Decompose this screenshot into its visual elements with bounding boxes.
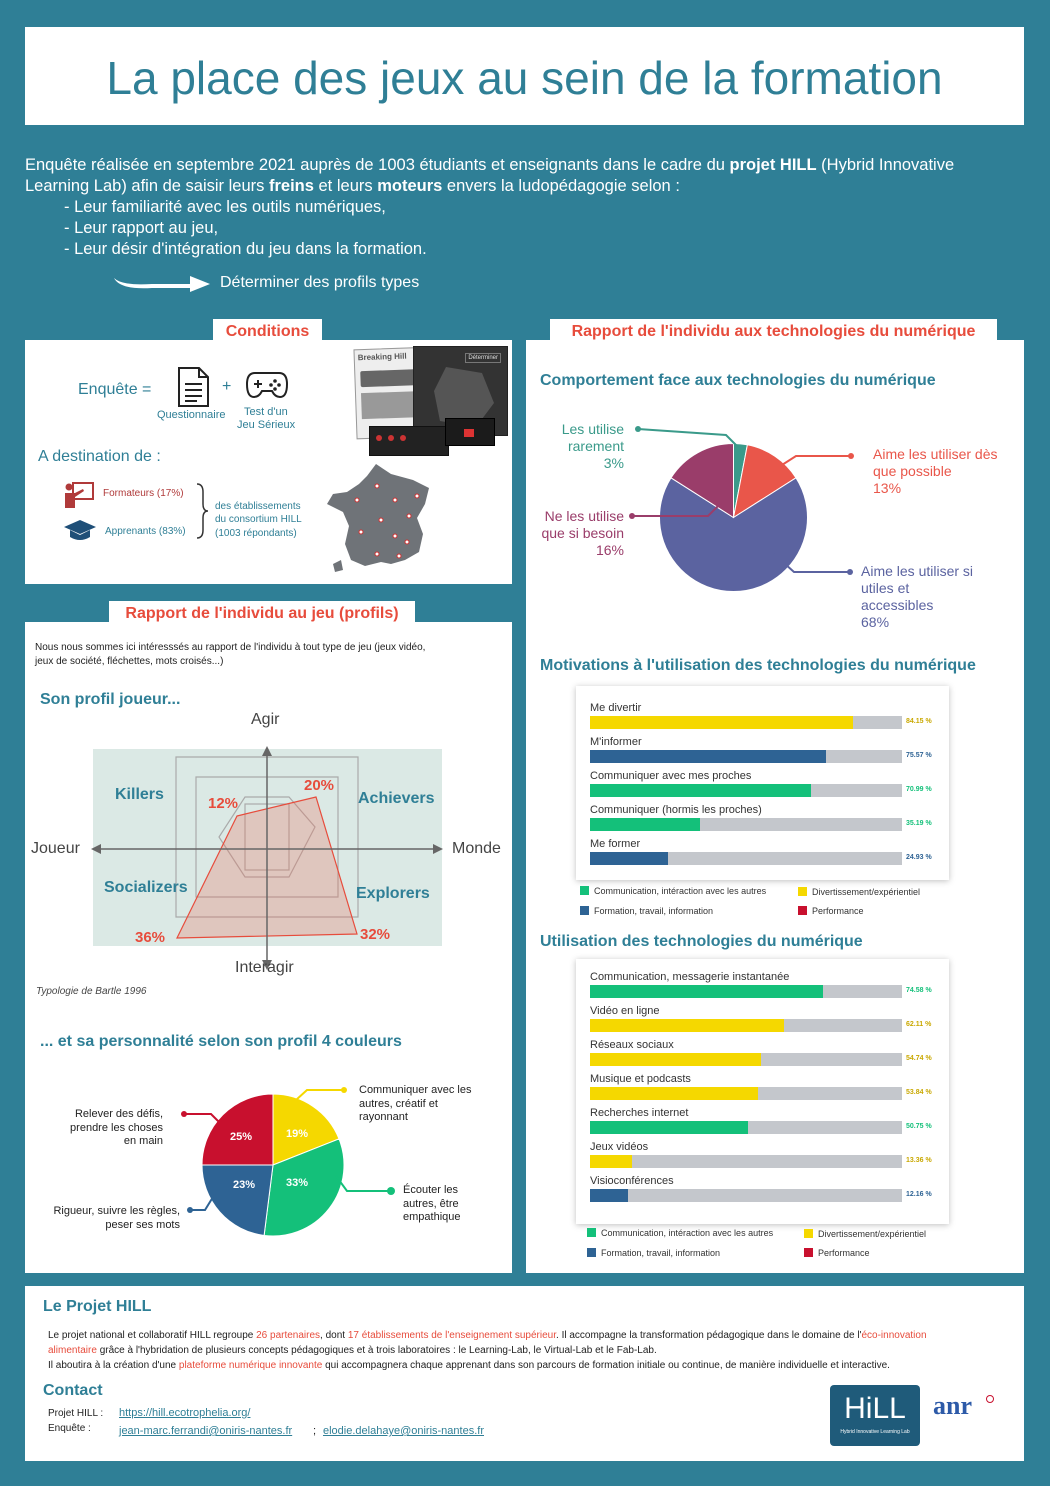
pie4-label-line: Communiquer avec les [359, 1084, 472, 1096]
legend-label: Divertissement/expérientiel [818, 1229, 927, 1239]
couleurs-title: ... et sa personnalité selon son profil 4 couleurs [40, 1033, 402, 1050]
bar-category-label: Vidéo en ligne [590, 1005, 660, 1017]
motivations-title: Motivations à l'utilisation des technologies du numérique [540, 657, 976, 674]
bar-value-label: 75.57 % [906, 752, 932, 759]
legend-label: Communication, intéraction avec les autres [601, 1228, 774, 1238]
legend-label: Formation, travail, information [594, 906, 714, 916]
bar-row [590, 736, 950, 770]
etab-line-3: (1003 répondants) [215, 528, 297, 539]
bar-value-label: 70.99 % [906, 786, 932, 793]
bar-track [590, 1053, 902, 1066]
pie-label-line: utiles et [861, 580, 910, 596]
motivations-bar-chart [576, 686, 949, 880]
legend-swatch-red [804, 1248, 813, 1257]
pie-label-line: rarement [567, 438, 624, 454]
intro-bold-freins: freins [268, 177, 314, 195]
pct-socializers: 36% [135, 929, 166, 946]
projet-text: grâce à l'hybridation de plusieurs concepts pédagogiques et à trois laboratoires : le Learning-Lab, le Virtual-Lab et le Fab-Lab. [96, 1345, 657, 1356]
legend-label: Communication, intéraction avec les autres [594, 886, 767, 896]
axis-joueur: Joueur [31, 840, 80, 857]
bar-fill [590, 1189, 628, 1202]
pie4-label-line: Rigueur, suivre les règles, [53, 1205, 180, 1217]
email-link-ferrandi[interactable]: jean-marc.ferrandi@oniris-nantes.fr [119, 1425, 293, 1437]
contact-title: Contact [43, 1382, 103, 1399]
projet-highlight: alimentaire [48, 1345, 97, 1356]
legend-label: Performance [812, 906, 864, 916]
france-map [321, 460, 446, 582]
pie-label-pct: 3% [603, 455, 624, 471]
bar-row [590, 770, 950, 804]
plus-sign: + [222, 378, 232, 395]
projet-text: Il aboutira à la création d'une [48, 1360, 179, 1371]
pie-label-line: Aime les utiliser dès [873, 446, 998, 462]
bar-row [590, 1175, 950, 1209]
legend-red [798, 906, 864, 916]
projet-url-label: Projet HILL : [48, 1408, 104, 1419]
pct-yellow: 19% [286, 1128, 309, 1140]
bar-track [590, 716, 902, 729]
pie4-label-line: Relever des défis, [74, 1108, 163, 1120]
numerique-tab: Rapport de l'individu aux technologies du numérique [550, 319, 997, 345]
intro-line-2a: Learning Lab) afin de saisir leurs [25, 177, 269, 195]
legend-swatch-green [587, 1228, 596, 1237]
pie-label-line: que possible [873, 463, 952, 479]
intro-line-1: Enquête réalisée en septembre 2021 auprès de 1003 étudiants et enseignants dans le cadre du [25, 156, 730, 174]
legend-swatch-yellow [804, 1229, 813, 1238]
bar-track [590, 1019, 902, 1032]
legend-green [580, 886, 766, 896]
legend-label: Performance [818, 1248, 870, 1258]
legend-yellow [804, 1229, 926, 1239]
pie4-label-line: rayonnant [359, 1111, 408, 1123]
bar-row [590, 804, 950, 838]
pie-label-rarement [540, 421, 624, 472]
bar-category-label: Visioconférences [590, 1175, 674, 1187]
bar-row [590, 971, 950, 1005]
bar-category-label: Communiquer (hormis les proches) [590, 804, 762, 816]
destination-label: A destination de : [38, 448, 161, 465]
bar-row [590, 1141, 950, 1175]
bar-category-label: Réseaux sociaux [590, 1039, 674, 1051]
curved-arrow-icon [112, 270, 212, 296]
legend-red [804, 1248, 870, 1258]
intro-bullet: - Leur rapport au jeu, [64, 219, 219, 237]
bar-fill [590, 1087, 758, 1100]
bar-category-label: M'informer [590, 736, 642, 748]
bar-value-label: 53.84 % [906, 1089, 932, 1096]
game-menu: Déterminer [465, 353, 501, 363]
axis-agir: Agir [251, 711, 280, 728]
brace-icon [195, 482, 209, 540]
document-icon [175, 366, 211, 408]
bar-track [590, 852, 902, 865]
pct-achievers: 20% [304, 777, 335, 794]
anr-logo: anr [933, 1391, 972, 1420]
bar-fill [590, 1019, 784, 1032]
label-ecouter [403, 1184, 461, 1225]
bartle-source: Typologie de Bartle 1996 [36, 986, 147, 997]
bar-fill [590, 750, 826, 763]
formateurs-label: Formateurs (17%) [103, 488, 184, 499]
bar-track [590, 1087, 902, 1100]
pct-blue: 23% [233, 1179, 256, 1191]
pie-label-line: que si besoin [541, 525, 624, 541]
bar-category-label: Communication, messagerie instantanée [590, 971, 790, 983]
etab-line-2: du consortium HILL [215, 514, 302, 525]
conditions-panel [25, 340, 512, 584]
bar-track [590, 985, 902, 998]
label-communiquer [359, 1084, 472, 1125]
legend-swatch-blue [587, 1248, 596, 1257]
game-screenshot-4 [445, 418, 495, 446]
bar-value-label: 24.93 % [906, 854, 932, 861]
projet-highlight: éco-innovation [861, 1330, 927, 1341]
projet-description [48, 1328, 1018, 1373]
bar-category-label: Communiquer avec mes proches [590, 770, 752, 782]
bar-track [590, 1189, 902, 1202]
utilisation-title: Utilisation des technologies du numérique [540, 933, 863, 950]
bar-value-label: 54.74 % [906, 1055, 932, 1062]
bar-track [590, 818, 902, 831]
bar-fill [590, 1053, 761, 1066]
intro-line-2b: et leurs [313, 177, 378, 195]
utilisation-bar-chart [576, 959, 949, 1224]
gamepad-icon [245, 370, 289, 400]
arrow-text: Déterminer des profils types [220, 274, 420, 291]
bar-fill [590, 852, 668, 865]
intro-text [25, 155, 1035, 260]
bar-category-label: Me divertir [590, 702, 642, 714]
projet-text: qui accompagnera chaque apprenant dans son parcours de formation initiale ou continue, de manière individuelle et interactive. [322, 1360, 890, 1371]
pct-killers: 12% [208, 795, 239, 812]
pie-label-pct: 13% [873, 480, 902, 496]
bar-fill [590, 818, 700, 831]
pct-red: 25% [230, 1131, 253, 1143]
projet-highlight: plateforme numérique innovante [178, 1360, 323, 1371]
axis-monde: Monde [452, 840, 501, 857]
game-title: Breaking Hill [357, 351, 407, 363]
pie-label-line: accessibles [861, 597, 934, 613]
bar-row [590, 1107, 950, 1141]
game-screenshot-3 [369, 426, 449, 456]
projet-text: . Il accompagne la transformation pédagogique dans le domaine de l' [556, 1330, 862, 1341]
test-label-1: Test d'un [244, 406, 288, 418]
legend-label: Divertissement/expérientiel [812, 887, 921, 897]
bar-track [590, 1121, 902, 1134]
bartle-radar-chart [25, 702, 512, 972]
pie-label-si-besoin [536, 508, 624, 559]
intro-bold-moteurs: moteurs [377, 177, 443, 195]
bar-category-label: Jeux vidéos [590, 1141, 649, 1153]
projet-panel [25, 1286, 1024, 1461]
numerique-panel [526, 340, 1024, 1273]
pie-label-des-que-possible [873, 446, 998, 497]
pie4-label-line: en main [123, 1135, 163, 1147]
bar-value-label: 35.19 % [906, 820, 932, 827]
projet-highlight: 26 partenaires [256, 1330, 321, 1341]
bar-fill [590, 784, 811, 797]
label-explorers: Explorers [356, 885, 430, 902]
bar-row [590, 702, 950, 736]
intro-bullet: - Leur familiarité avec les outils numériques, [64, 198, 386, 216]
pie-label-pct: 16% [595, 542, 624, 558]
bar-row [590, 1005, 950, 1039]
projet-highlight: 17 établissements de l'enseignement supérieur [347, 1330, 557, 1341]
bar-track [590, 784, 902, 797]
legend-yellow [798, 887, 920, 897]
intro-line-2c: envers la ludopédagogie selon : [442, 177, 680, 195]
legend-green [587, 1228, 773, 1238]
bar-fill [590, 1155, 632, 1168]
pie-label-line: Aime les utiliser si [861, 563, 974, 579]
label-rigueur [35, 1205, 180, 1232]
intro-bold-hill: projet HILL [729, 156, 817, 174]
pie-section-title: Comportement face aux technologies du numérique [540, 372, 936, 389]
bar-value-label: 50.75 % [906, 1123, 932, 1130]
bar-row [590, 1039, 950, 1073]
legend-swatch-green [580, 886, 589, 895]
jeu-tab: Rapport de l'individu au jeu (profils) [109, 601, 415, 627]
label-defis [45, 1108, 163, 1149]
label-achievers: Achievers [358, 790, 435, 807]
pie4-label-line: empathique [403, 1211, 461, 1223]
enquete-contact-label: Enquête : [48, 1423, 91, 1434]
bar-track [590, 750, 902, 763]
legend-label: Formation, travail, information [601, 1248, 721, 1258]
projet-title: Le Projet HILL [43, 1298, 152, 1315]
bar-row [590, 1073, 950, 1107]
pie4-label-line: autres, être [403, 1197, 459, 1210]
projet-text: Le projet national et collaboratif HILL regroupe [48, 1330, 257, 1341]
enquete-label: Enquête = [78, 381, 152, 398]
anr-registered-icon [986, 1395, 994, 1403]
test-label-2: Jeu Sérieux [237, 419, 296, 431]
legend-swatch-blue [580, 906, 589, 915]
pie4-label-line: autres, créatif et [359, 1097, 438, 1110]
bar-value-label: 12.16 % [906, 1191, 932, 1198]
apprenants-label: Apprenants (83%) [105, 526, 186, 537]
bar-fill [590, 985, 823, 998]
axis-interagir: Interagir [235, 959, 294, 976]
hill-logo-subtitle: Hybrid Innovative Learning Lab [840, 1429, 910, 1435]
bar-category-label: Recherches internet [590, 1107, 689, 1119]
jeu-intro-1: Nous nous sommes ici intéresssés au rapport de l'individu à tout type de jeu (jeux vidéo, [35, 642, 426, 653]
email-separator: ; [313, 1425, 317, 1437]
pie-label-utiles [861, 563, 973, 631]
legend-swatch-yellow [798, 887, 807, 896]
teacher-icon [63, 480, 95, 510]
jeu-intro-2: jeux de société, fléchettes, mots croisés...) [35, 656, 224, 667]
bar-value-label: 13.36 % [906, 1157, 932, 1164]
pie-label-line: Ne les utilise [544, 508, 624, 524]
legend-swatch-red [798, 906, 807, 915]
bar-value-label: 74.58 % [906, 987, 932, 994]
pie-label-line: Les utilise [561, 421, 624, 437]
bar-fill [590, 1121, 748, 1134]
bar-category-label: Musique et podcasts [590, 1073, 691, 1085]
conditions-tab: Conditions [213, 319, 322, 345]
intro-line-1b: (Hybrid Innovative [816, 156, 955, 174]
hill-logo-text: HiLL [844, 1392, 906, 1425]
bar-value-label: 62.11 % [906, 1021, 932, 1028]
title-banner [25, 27, 1024, 125]
hill-logo [830, 1385, 920, 1446]
intro-bullet: - Leur désir d'intégration du jeu dans la formation. [64, 240, 427, 258]
label-socializers: Socializers [104, 879, 188, 896]
legend-blue [587, 1248, 720, 1258]
pie4-label-line: peser ses mots [105, 1218, 180, 1231]
pie4-label-line: prendre les choses [70, 1121, 163, 1134]
projet-text: , dont [320, 1330, 348, 1341]
jeu-panel [25, 622, 512, 1273]
email-link-delahaye[interactable]: elodie.delahaye@oniris-nantes.fr [323, 1425, 484, 1437]
bar-track [590, 1155, 902, 1168]
pie4-label-line: Écouter les [403, 1184, 459, 1196]
bar-fill [590, 716, 853, 729]
etab-line-1: des établissements [215, 501, 301, 512]
bar-value-label: 84.15 % [906, 718, 932, 725]
label-killers: Killers [115, 786, 164, 803]
pie-label-pct: 68% [861, 614, 890, 630]
pct-explorers: 32% [360, 926, 391, 943]
bar-row [590, 838, 950, 872]
profil-title: Son profil joueur... [40, 691, 181, 708]
projet-url-link[interactable]: https://hill.ecotrophelia.org/ [119, 1407, 251, 1419]
legend-blue [580, 906, 713, 916]
questionnaire-label: Questionnaire [157, 409, 226, 421]
graduation-cap-icon [63, 518, 97, 544]
pct-green: 33% [286, 1177, 309, 1189]
page-title: La place des jeux au sein de la formation [106, 52, 943, 104]
bar-category-label: Me former [590, 838, 641, 850]
